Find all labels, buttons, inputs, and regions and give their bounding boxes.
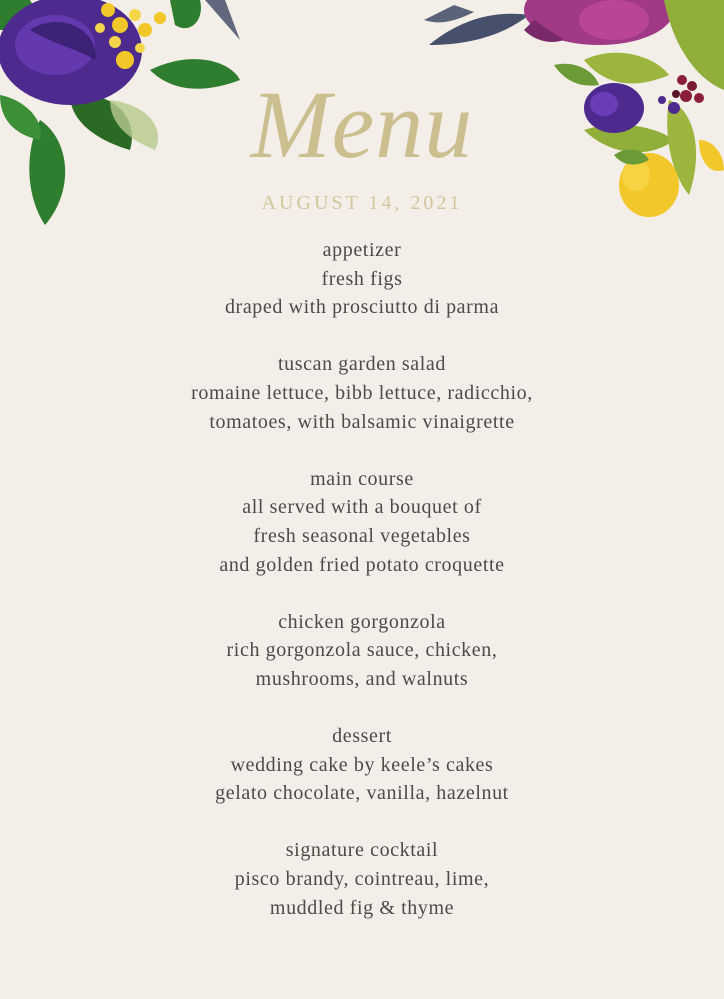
menu-section	[0, 350, 724, 436]
menu-item-line: pisco brandy, cointreau, lime,	[234, 868, 490, 891]
menu-section-heading: dessert	[332, 725, 392, 748]
menu-item-line: draped with prosciutto di parma	[224, 296, 500, 319]
menu-section	[0, 465, 724, 579]
menu-list	[0, 236, 724, 951]
menu-section	[0, 836, 724, 922]
menu-item-line: fresh figs	[321, 267, 403, 290]
menu-section-heading: main course	[310, 467, 414, 490]
menu-item-line: romaine lettuce, bibb lettuce, radicchio,	[191, 381, 533, 404]
menu-section-heading: tuscan garden salad	[277, 353, 446, 376]
menu-section	[0, 236, 724, 322]
menu-section-heading: chicken gorgonzola	[278, 610, 446, 633]
menu-item-line: rich gorgonzola sauce, chicken,	[226, 639, 498, 662]
menu-section-heading: appetizer	[322, 239, 402, 261]
menu-item-line: all served with a bouquet of	[242, 496, 482, 519]
menu-item-line: tomatoes, with balsamic vinaigrette	[209, 410, 515, 433]
menu-item-line: mushrooms, and walnuts	[255, 667, 469, 690]
menu-item-line: muddled fig & thyme	[269, 896, 455, 919]
menu-title: Menu	[250, 71, 474, 178]
menu-item-line: and golden fried potato croquette	[219, 553, 505, 576]
event-date: AUGUST 14, 2021	[261, 192, 463, 214]
menu-section	[0, 608, 724, 694]
menu-section	[0, 722, 724, 808]
menu-item-line: wedding cake by keele’s cakes	[230, 753, 494, 776]
menu-section-heading: signature cocktail	[285, 839, 439, 862]
menu-item-line: gelato chocolate, vanilla, hazelnut	[215, 782, 509, 805]
menu-item-line: fresh seasonal vegetables	[253, 524, 471, 547]
